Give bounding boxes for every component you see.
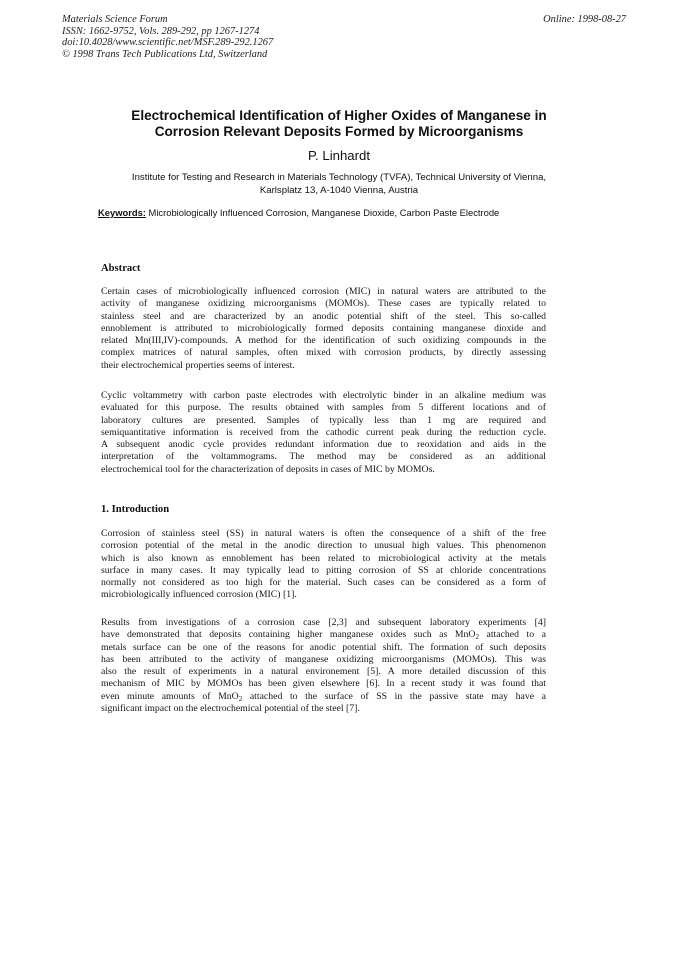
text-line: Cyclic voltammetry with carbon paste electrodes with electrolytic binder in an alkaline medium was [101, 390, 546, 401]
text-line: stainless steel and are characterized by an anodic potential shift of the steel. This so-called [101, 310, 546, 322]
online-date: Online: 1998-08-27 [543, 14, 626, 25]
text-line: normally not considered as too high for the material. Such cases can be considered as a form of [101, 577, 546, 589]
text-line: laboratory cultures are presented. Samples of typically less than 1 mg are required and [101, 414, 546, 426]
text-line: their electrochemical properties seems of interest. [101, 359, 295, 371]
subscript: 2 [238, 694, 243, 703]
text-segment: attached to a [478, 629, 546, 641]
keywords-text: Microbiologically Influenced Corrosion, Manganese Dioxide, Carbon Paste Electrode [145, 207, 500, 218]
text-segment: attached to the surface of SS in the passive state may have a [242, 690, 547, 702]
keywords [98, 207, 568, 219]
text-line: metals surface can be one of the reasons for anodic potential shift. The formation of such deposits [101, 641, 546, 653]
affiliation [60, 172, 618, 197]
text-line: complex matrices of natural samples, often mixed with corrosion products, by directly assessing [101, 347, 546, 359]
text-line: ennoblement is attributed to microbiologically formed deposits containing manganese dioxide and [101, 322, 546, 334]
text-line: interpretation of the voltammograms. The method may be considered as an additional [101, 451, 546, 463]
introduction-paragraph-1 [101, 528, 546, 602]
doi-line: doi:10.4028/www.scientific.net/MSF.289-292.1267 [62, 37, 274, 49]
text-line: also the result of experiments in a natural environement [5]. A more detailed discussion of this [101, 666, 546, 678]
introduction-heading: 1. Introduction [101, 504, 170, 515]
text-segment: even minute amounts of MnO [101, 690, 239, 702]
text-line: activity of manganese oxidizing microorganisms (MOMOs). These cases are typically related to [101, 298, 546, 310]
text-line: has been attributed to the activity of manganese oxidizing microorganisms (MOMOs). This was [101, 653, 546, 665]
text-line: Certain cases of microbiologically influenced corrosion (MIC) in natural waters are attributed to the [101, 286, 546, 297]
introduction-paragraph-2 [101, 617, 546, 715]
title-line-2: Corrosion Relevant Deposits Formed by Microorganisms [154, 124, 524, 139]
text-line: mechanism of MIC by MOMOs has been given elsewhere [6]. In a recent study it was found that [101, 678, 546, 690]
text-line: electrochemical tool for the characterization of deposits in cases of MIC by MOMOs. [101, 463, 435, 475]
text-line [101, 629, 546, 641]
abstract-paragraph-2 [101, 390, 546, 476]
subscript: 2 [475, 633, 479, 642]
author-name: P. Linhardt [307, 148, 371, 163]
text-segment: have demonstrated that deposits containing higher manganese oxides such as MnO [101, 629, 476, 641]
text-line: semiquantitative information is received from the cathodic current peak during the reduction cycle. [101, 426, 546, 438]
abstract-heading: Abstract [101, 263, 141, 274]
text-line: microbiologically influenced corrosion (MIC) [1]. [101, 589, 297, 601]
text-line: corrosion potential of the metal in the anodic direction to unusual high values. This phenomenon [101, 540, 546, 552]
text-line [101, 691, 546, 703]
text-line: significant impact on the electrochemical potential of the steel [7]. [101, 703, 360, 715]
issn-line: ISSN: 1662-9752, Vols. 289-292, pp 1267-1274 [62, 25, 260, 37]
abstract-paragraph-1 [101, 286, 546, 372]
copyright-line: © 1998 Trans Tech Publications Ltd, Switzerland [62, 48, 268, 60]
keywords-label: Keywords: [98, 207, 146, 218]
text-line: which is also known as ennoblement has been related to microbiological activity at the metals [101, 552, 546, 564]
text-line: related Mn(III,IV)-compounds. A method for the identification of such oxidizing compounds in the [101, 335, 546, 347]
text-line: A subsequent anodic cycle provides redundant information due to reoxidation and aids in the [101, 439, 546, 451]
text-line: surface in many cases. It may typically lead to pitting corrosion of SS at chloride concentrations [101, 564, 546, 576]
title-line-1: Electrochemical Identification of Higher Oxides of Manganese in [131, 108, 547, 123]
text-line: evaluated for this purpose. The results obtained with samples from 5 different locations and of [101, 402, 546, 414]
affiliation-line-1: Institute for Testing and Research in Materials Technology (TVFA), Technical University of Vienna, [131, 172, 547, 183]
paper-title [60, 108, 618, 140]
journal-name: Materials Science Forum [62, 14, 168, 25]
text-line: Results from investigations of a corrosion case [2,3] and subsequent laboratory experiments [4] [101, 617, 546, 628]
affiliation-line-2: Karlsplatz 13, A-1040 Vienna, Austria [259, 184, 419, 196]
journal-header [62, 14, 273, 60]
text-line: Corrosion of stainless steel (SS) in natural waters is often the consequence of a shift of the free [101, 528, 546, 539]
